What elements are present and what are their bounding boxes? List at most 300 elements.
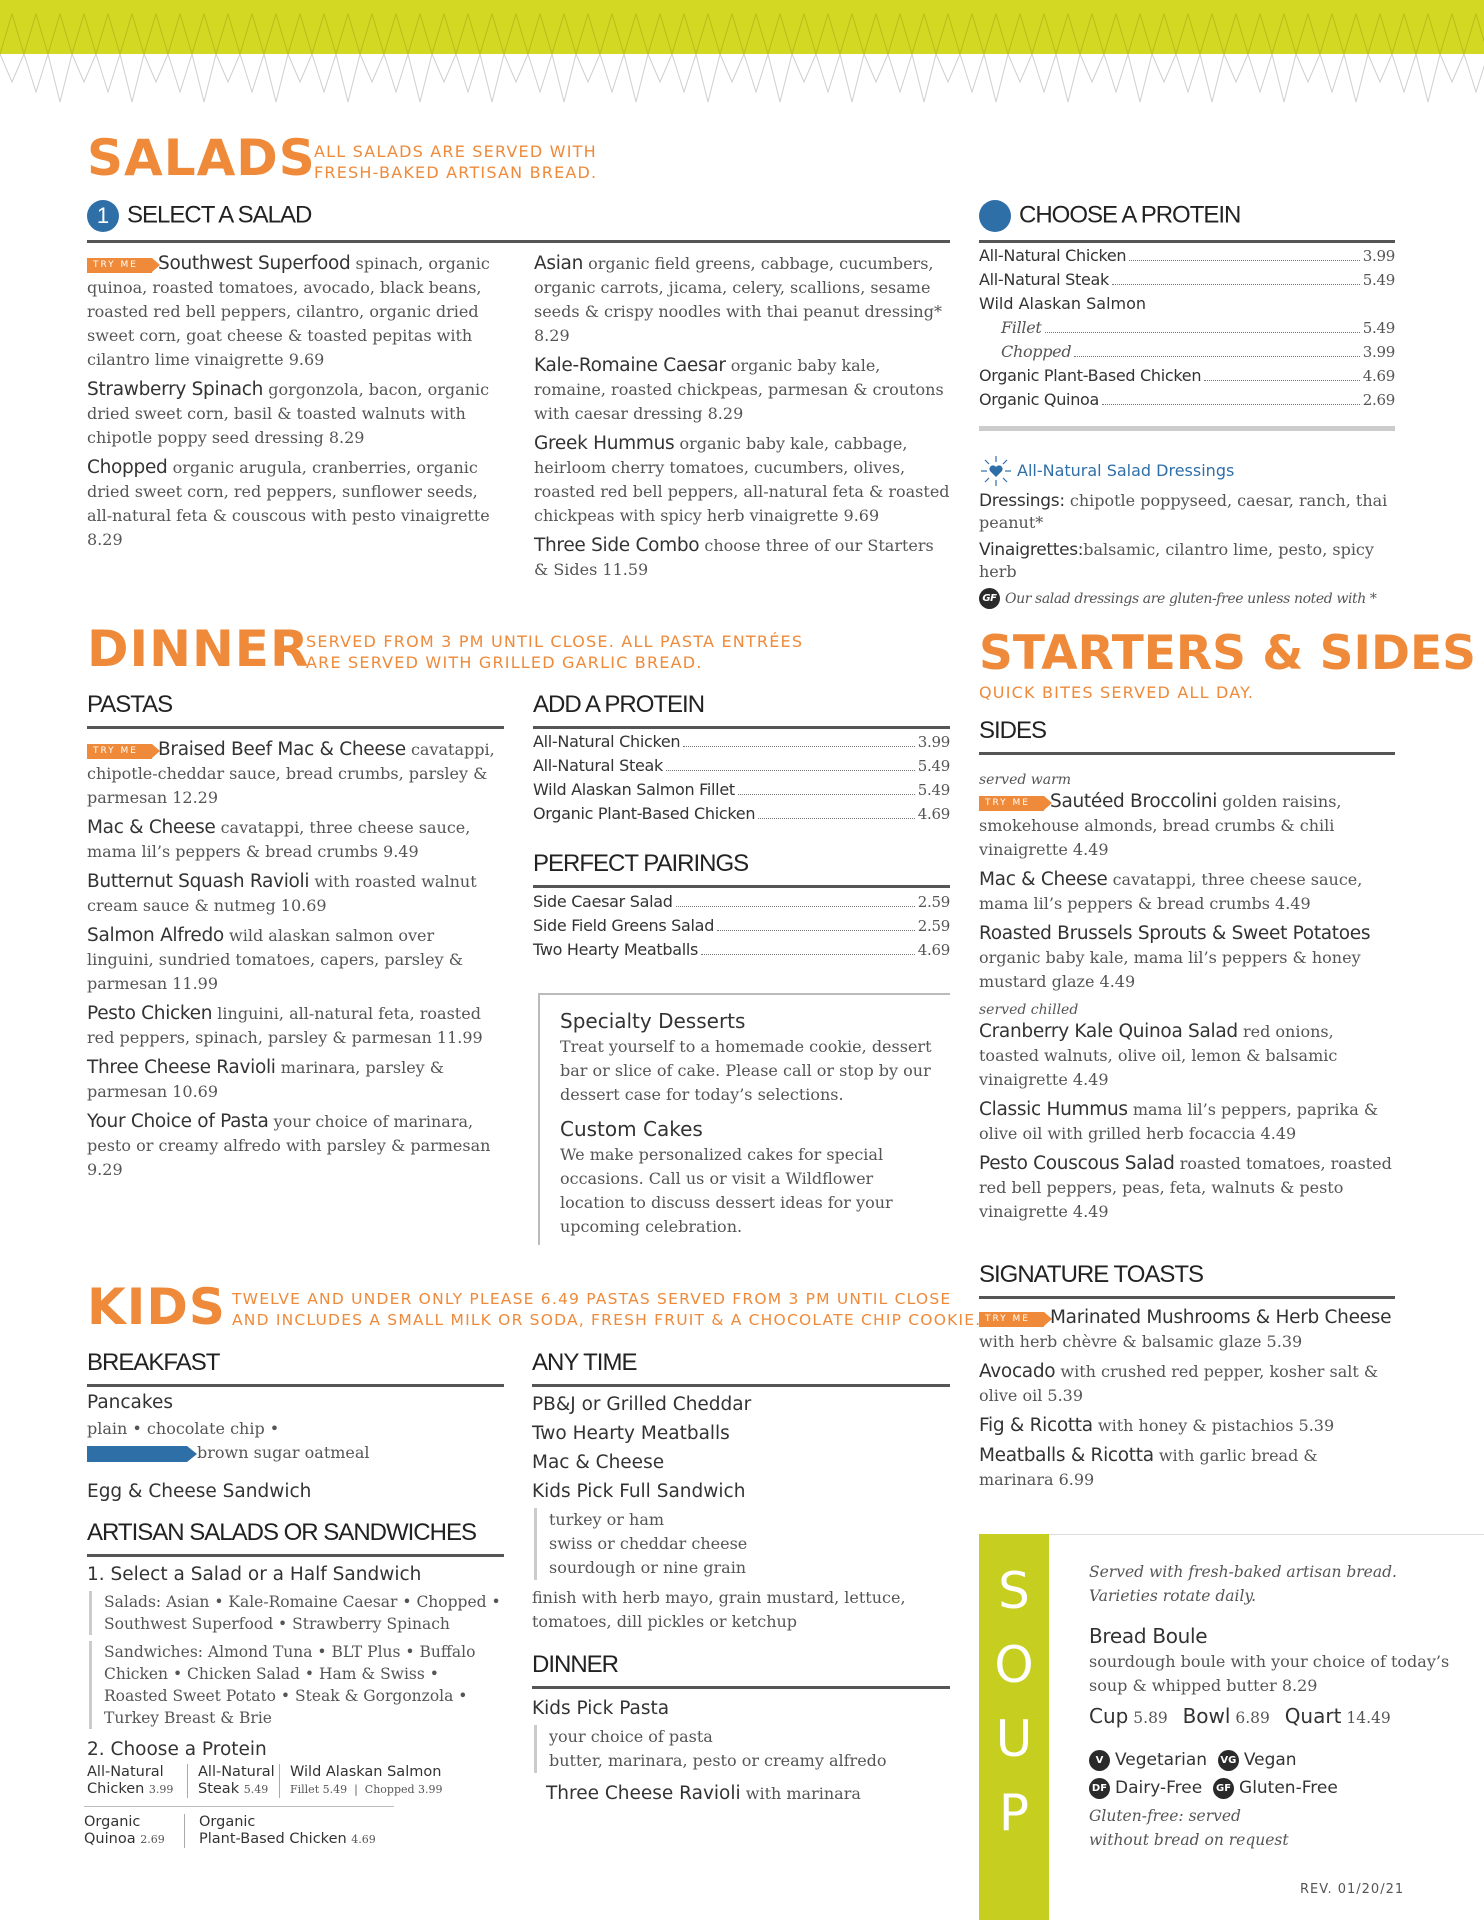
sandwich-options: [534, 1508, 950, 1580]
vegetarian-badge-icon: V: [1089, 1750, 1110, 1771]
protein-label: All-Natural: [198, 1764, 275, 1780]
pasta-item: [87, 870, 497, 918]
starters-title: STARTERS & SIDES: [979, 626, 1476, 681]
step-circle-icon: [979, 200, 1011, 232]
pasta-desc: marinara, parsley & parmesan 10.69: [87, 1058, 445, 1101]
sandwich-option: turkey or ham: [549, 1510, 665, 1529]
size-cup-price: 5.89: [1133, 1709, 1168, 1727]
gf-note-row: [979, 588, 1399, 609]
side-item: [979, 790, 1395, 862]
protein-label: All-Natural Steak: [533, 756, 663, 775]
pasta-item: [87, 816, 497, 864]
protein-label: Wild Alaskan Salmon: [290, 1764, 442, 1780]
artisan-step2: 2. Choose a Protein: [87, 1739, 267, 1760]
protein-label: Organic Plant-Based Chicken: [979, 366, 1202, 385]
protein-label: Plant-Based Chicken: [199, 1831, 347, 1847]
protein-label: Fillet: [1001, 318, 1042, 337]
dressings-text: chipotle poppyseed, caesar, ranch, thai peanut*: [979, 491, 1388, 532]
dinner-title: DINNER: [87, 620, 310, 678]
leader-dots: [701, 954, 915, 955]
protein-row: [533, 802, 950, 826]
size-quart: Quart: [1284, 1704, 1342, 1728]
diet-row: [1089, 1746, 1469, 1774]
anytime-heading: ANY TIME: [532, 1350, 950, 1387]
size-cup: Cup: [1089, 1704, 1129, 1728]
protein-row: [979, 268, 1395, 292]
starters-subtitle: QUICK BITES SERVED ALL DAY.: [979, 683, 1255, 702]
pasta-item: [87, 924, 497, 996]
pairing-row: [533, 914, 950, 938]
zigzag-line: [1464, 54, 1484, 92]
protein-price: 5.49: [917, 757, 950, 775]
dressings-line: [979, 490, 1399, 533]
artisan-block: [87, 1560, 504, 1764]
dinner-subtitle-line1: SERVED FROM 3 PM UNTIL CLOSE. ALL PASTA ENTRÉES: [306, 632, 804, 651]
zigzag-line: [1152, 54, 1176, 82]
pastas-list: [87, 738, 497, 1188]
vinaigrettes-text: balsamic, cilantro lime, pesto, spicy herb: [979, 540, 1374, 581]
salads-column-right: [534, 252, 952, 588]
zigzag-line: [960, 54, 984, 92]
toast-item: [979, 1444, 1395, 1492]
pasta-name: Your Choice of Pasta: [87, 1111, 269, 1132]
zigzag-line: [768, 54, 792, 102]
signature-toasts-heading: SIGNATURE TOASTS: [979, 1262, 1395, 1299]
side-name: Pesto Couscous Salad: [979, 1153, 1175, 1174]
protein-row: Wild Alaskan Salmon: [979, 294, 1147, 313]
salads-column-left: [87, 252, 497, 558]
zigzag-line: [528, 54, 552, 92]
pairing-price: 2.59: [917, 893, 950, 911]
zigzag-line: [816, 54, 840, 92]
zigzag-line: [912, 54, 936, 102]
leader-dots: [1102, 404, 1360, 405]
zigzag-line: [1344, 54, 1368, 102]
kids-subtitle-line1: TWELVE AND UNDER ONLY PLEASE 6.49 PASTAS SERVED FROM 3 PM UNTIL CLOSE: [232, 1290, 952, 1308]
toast-desc: with herb chèvre & balsamic glaze 5.39: [979, 1332, 1303, 1351]
soup-top-rule: [1049, 1534, 1484, 1535]
zigzag-line: [504, 54, 528, 82]
soup-note-line1: Served with fresh-baked artisan bread.: [1089, 1563, 1397, 1581]
anytime-item: Mac & Cheese: [532, 1452, 665, 1473]
protein-label: All-Natural: [87, 1764, 164, 1780]
leader-dots: [676, 906, 915, 907]
divider: [979, 426, 1395, 431]
leader-dots: [1129, 260, 1360, 261]
zigzag-line: [0, 54, 24, 82]
side-desc: cavatappi, three cheese sauce, mama lil’s peppers & bread crumbs 4.49: [979, 870, 1363, 913]
anytime-item: PB&J or Grilled Cheddar: [532, 1394, 752, 1415]
kids-protein-row2: [84, 1814, 504, 1848]
cakes-text: We make personalized cakes for special occasions. Call us or visit a Wildflower location to discuss dessert ideas for your upcoming celebration.: [560, 1145, 893, 1236]
side-item: [979, 868, 1395, 916]
bread-boule-desc: sourdough boule with your choice of today’s soup & whipped butter 8.29: [1089, 1652, 1450, 1695]
leader-dots: [717, 930, 915, 931]
served-chilled-label: served chilled: [979, 1002, 1079, 1018]
protein-price: 2.69: [140, 1833, 165, 1846]
zigzag-line: [600, 54, 624, 92]
zigzag-line: [1104, 54, 1128, 92]
zigzag-line: [720, 54, 744, 82]
salad-name: Southwest Superfood: [158, 253, 351, 274]
zigzag-line: [1056, 54, 1080, 102]
salad-desc: gorgonzola, bacon, organic dried sweet corn, basil & toasted walnuts with chipotle poppy seed dressing 8.29: [87, 380, 490, 447]
toast-desc: with garlic bread & marinara 6.99: [979, 1446, 1318, 1489]
soup-letter: S: [998, 1562, 1030, 1620]
side-name: Mac & Cheese: [979, 869, 1108, 890]
select-salad-label: SELECT A SALAD: [127, 201, 312, 229]
zigzag-line: [456, 54, 480, 92]
kids-dinner-list: [532, 1694, 950, 1808]
protein-label: Quinoa: [84, 1831, 136, 1847]
salads-subtitle-line2: FRESH-BAKED ARTISAN BREAD.: [314, 163, 598, 182]
protein-label: All-Natural Chicken: [979, 246, 1127, 265]
protein-row: [979, 364, 1395, 388]
protein-label: All-Natural Chicken: [533, 732, 681, 751]
protein-label: Organic Quinoa: [979, 390, 1100, 409]
zigzag-line: [1032, 54, 1056, 92]
leader-dots: [683, 746, 915, 747]
breakfast-heading: BREAKFAST: [87, 1350, 504, 1387]
pasta-option: butter, marinara, pesto or creamy alfredo: [549, 1751, 887, 1770]
gf-soup-note-line1: Gluten-free: served: [1089, 1807, 1241, 1825]
zigzag-line: [480, 54, 504, 102]
side-desc: red onions, toasted walnuts, olive oil, lemon & balsamic vinaigrette 4.49: [979, 1022, 1338, 1089]
kids-ravioli-desc: with marinara: [745, 1784, 861, 1803]
side-desc: golden raisins, smokehouse almonds, bread crumbs & chili vinaigrette 4.49: [979, 792, 1342, 859]
pasta-name: Mac & Cheese: [87, 817, 216, 838]
zigzag-line: [624, 54, 648, 102]
zigzag-line: [936, 54, 960, 82]
side-item: [979, 1152, 1395, 1224]
desserts-text: Treat yourself to a homemade cookie, dessert bar or slice of cake. Please call or stop by our dessert case for today’s selections.: [560, 1037, 932, 1104]
side-item: [979, 1020, 1395, 1092]
kids-title: KIDS: [87, 1278, 226, 1336]
pasta-name: Salmon Alfredo: [87, 925, 224, 946]
sandwich-finish: finish with herb mayo, grain mustard, lettuce, tomatoes, dill pickles or ketchup: [532, 1588, 906, 1631]
artisan-step1: 1. Select a Salad or a Half Sandwich: [87, 1564, 422, 1585]
toast-item: [979, 1360, 1395, 1408]
salad-name: Asian: [534, 253, 583, 274]
dinner-subtitle-line2: ARE SERVED WITH GRILLED GARLIC BREAD.: [306, 653, 703, 672]
pasta-name: Three Cheese Ravioli: [87, 1057, 276, 1078]
protein-price: 2.69: [1362, 391, 1395, 409]
protein-price: 3.99: [1362, 247, 1395, 265]
dairy-free-label: Dairy-Free: [1115, 1778, 1203, 1798]
side-item: [979, 1098, 1395, 1146]
leader-dots: [738, 794, 915, 795]
protein-label: Chicken: [87, 1781, 145, 1797]
zigzag-line: [1176, 54, 1200, 92]
choose-protein-heading: [979, 200, 1395, 243]
zigzag-line: [336, 54, 360, 102]
choose-protein-label: CHOOSE A PROTEIN: [1019, 201, 1241, 229]
zigzag-line: [240, 54, 264, 92]
pasta-desc: linguini, all-natural feta, roasted red peppers, spinach, parsley & parmesan 11.99: [87, 1004, 483, 1047]
pairing-price: 4.69: [917, 941, 950, 959]
salads-subtitle: [314, 141, 597, 183]
protein-price: 3.99: [1362, 343, 1395, 361]
protein-price: 5.49: [1362, 319, 1395, 337]
protein-label: Organic: [84, 1814, 141, 1830]
protein-price: 3.99: [917, 733, 950, 751]
dinner-subtitle: [306, 631, 803, 673]
zigzag-line: [168, 54, 192, 92]
zigzag-line: [552, 54, 576, 102]
pasta-item: [87, 1056, 497, 1104]
dinner-protein-list: [533, 730, 950, 826]
side-desc: roasted tomatoes, roasted red bell peppers, peas, feta, walnuts & pesto vinaigrette 4.49: [979, 1154, 1392, 1221]
vegetarian-label: Vegetarian: [1115, 1750, 1208, 1770]
zigzag-line: [48, 54, 72, 102]
zigzag-line: [696, 54, 720, 102]
kids-subtitle-line2: AND INCLUDES A SMALL MILK OR SODA, FRESH FRUIT & A CHOCOLATE CHIP COOKIE.: [232, 1311, 982, 1329]
zigzag-line: [120, 54, 144, 102]
soup-note-line2: Varieties rotate daily.: [1089, 1587, 1257, 1605]
served-warm-label: served warm: [979, 772, 1072, 788]
revision-date: REV. 01/20/21: [1300, 1882, 1405, 1897]
kids-protein-salmon: [279, 1764, 443, 1798]
size-bowl: Bowl: [1182, 1704, 1231, 1728]
zigzag-line: [72, 54, 96, 82]
zigzag-line: [1128, 54, 1152, 102]
protein-label: Chopped: [1001, 342, 1072, 361]
sides-heading: SIDES: [979, 718, 1395, 755]
protein-price: 4.69: [1362, 367, 1395, 385]
pasta-item: [87, 738, 497, 810]
try-me-badge: TRY ME: [87, 258, 152, 273]
salad-desc: spinach, organic quinoa, roasted tomatoes, avocado, black beans, roasted red bell peppers, cilantro, organic dried sweet corn, goat cheese & toasted pepitas with cilantro lime vinaigrette 9.69: [87, 254, 490, 369]
kids-subtitle: [232, 1289, 981, 1331]
gluten-free-label: Gluten-Free: [1239, 1778, 1338, 1798]
salad-desc: organic field greens, cabbage, cucumbers, organic carrots, jicama, celery, scallions, sesame seeds & crispy noodles with thai peanut dressing* 8.29: [534, 254, 942, 345]
leader-dots: [666, 770, 915, 771]
protein-row: [533, 778, 950, 802]
side-name: Sautéed Broccolini: [1050, 791, 1218, 812]
protein-label: Steak: [198, 1781, 240, 1797]
dressings-title: All-Natural Salad Dressings: [1017, 461, 1235, 480]
salad-protein-list: [979, 244, 1395, 431]
bread-boule-item: [1089, 1622, 1469, 1698]
diet-row: [1089, 1774, 1469, 1802]
protein-price: 5.49: [243, 1783, 269, 1796]
zigzag-line: [576, 54, 600, 82]
sandwich-option: sourdough or nine grain: [549, 1558, 747, 1577]
gf-soup-note-line2: without bread on request: [1089, 1831, 1289, 1849]
vinaigrettes-line: [979, 539, 1399, 582]
sandwich-option: swiss or cheddar cheese: [549, 1534, 748, 1553]
salad-desc: organic baby kale, romaine, roasted chickpeas, parmesan & croutons with caesar dressing 8.29: [534, 356, 944, 423]
zigzag-line: [144, 54, 168, 82]
kids-dinner-heading: DINNER: [532, 1652, 950, 1689]
pasta-name: Butternut Squash Ravioli: [87, 871, 310, 892]
kids-protein-chicken: [87, 1764, 187, 1798]
add-protein-heading: ADD A PROTEIN: [533, 692, 950, 729]
protein-price: 5.49: [1362, 271, 1395, 289]
vinaigrettes-label: Vinaigrettes:: [979, 540, 1084, 560]
leader-dots: [1112, 284, 1360, 285]
kids-pasta-options: [534, 1725, 950, 1773]
side-name: Cranberry Kale Quinoa Salad: [979, 1021, 1238, 1042]
select-salad-heading: [87, 200, 950, 243]
kids-protein-divider: [84, 1806, 394, 1807]
pairing-price: 2.59: [917, 917, 950, 935]
pasta-desc: your choice of marinara, pesto or creamy alfredo with parsley & parmesan 9.29: [87, 1112, 491, 1179]
zigzag-line: [192, 54, 216, 102]
anytime-item: Two Hearty Meatballs: [532, 1423, 730, 1444]
protein-price: 4.69: [917, 805, 950, 823]
soup-vertical-band: [979, 1534, 1049, 1920]
protein-row: [533, 754, 950, 778]
pasta-item: [87, 1002, 497, 1050]
zigzag-line: [1440, 54, 1464, 82]
zigzag-line: [312, 54, 336, 92]
heart-burst-icon: [979, 454, 1013, 488]
salad-name: Three Side Combo: [534, 535, 700, 556]
gf-soup-note: [1089, 1804, 1469, 1852]
salads-subtitle-line1: ALL SALADS ARE SERVED WITH: [314, 142, 597, 161]
egg-sandwich-item: Egg & Cheese Sandwich: [87, 1481, 312, 1502]
salad-name: Kale-Romaine Caesar: [534, 355, 726, 376]
salad-item: [534, 354, 952, 426]
kids-ravioli-item: [532, 1779, 950, 1808]
vegan-badge-icon: VG: [1218, 1750, 1239, 1771]
toast-name: Meatballs & Ricotta: [979, 1445, 1154, 1466]
pasta-desc: with roasted walnut cream sauce & nutmeg 10.69: [87, 872, 477, 915]
zigzag-line: [1248, 54, 1272, 92]
pairings-list: [533, 890, 950, 962]
pasta-option: your choice of pasta: [549, 1727, 713, 1746]
protein-row: [979, 244, 1395, 268]
salad-item: [534, 534, 952, 582]
pairing-row: [533, 890, 950, 914]
pasta-name: Braised Beef Mac & Cheese: [158, 739, 406, 760]
salad-item: [87, 252, 497, 372]
size-bowl-price: 6.89: [1235, 1709, 1270, 1727]
zigzag-line: [216, 54, 240, 82]
salad-item: [534, 432, 952, 528]
leader-dots: [1204, 380, 1360, 381]
zigzag-line: [1200, 54, 1224, 102]
soup-letter: U: [995, 1710, 1033, 1768]
kids-protein-steak: [187, 1764, 279, 1798]
zigzag-line: [1224, 54, 1248, 82]
salad-item: [87, 456, 497, 552]
desserts-title: Specialty Desserts: [560, 1009, 746, 1033]
soup-sizes: [1089, 1704, 1469, 1728]
size-quart-price: 14.49: [1346, 1709, 1391, 1727]
salad-desc: organic baby kale, cabbage, heirloom cherry tomatoes, cucumbers, olives, roasted red bell peppers, all-natural feta & roasted chickpeas with spicy herb vinaigrette 9.69: [534, 434, 950, 525]
step-number-badge: 1: [87, 200, 119, 232]
gluten-free-badge-icon: GF: [1213, 1778, 1234, 1799]
zigzag-line: [384, 54, 408, 92]
toast-name: Avocado: [979, 1361, 1056, 1382]
side-desc: mama lil’s peppers, paprika & olive oil with grilled herb focaccia 4.49: [979, 1100, 1379, 1143]
kids-sandwich-options: Sandwiches: Almond Tuna • BLT Plus • Buffalo Chicken • Chicken Salad • Ham & Swiss • Roasted Sweet Potato • Steak & Gorgonzola • Turkey Breast & Brie: [89, 1641, 504, 1729]
salad-name: Greek Hummus: [534, 433, 675, 454]
breakfast-list: [87, 1388, 504, 1506]
zigzag-line: [1272, 54, 1296, 102]
zigzag-line: [1368, 54, 1392, 82]
decorative-top-band: [0, 0, 1484, 110]
toast-desc: with honey & pistachios 5.39: [1097, 1416, 1335, 1435]
zigzag-line: [744, 54, 768, 92]
zigzag-line: [408, 54, 432, 102]
vegan-label: Vegan: [1243, 1750, 1297, 1770]
artisan-heading: ARTISAN SALADS OR SANDWICHES: [87, 1520, 504, 1557]
pasta-desc: cavatappi, chipotle-cheddar sauce, bread crumbs, parsley & parmesan 12.29: [87, 740, 495, 807]
soup-letter: P: [998, 1784, 1030, 1842]
zigzag-line: [1416, 54, 1440, 102]
pasta-desc: wild alaskan salmon over linguini, sundried tomatoes, capers, parsley & parmesan 11.99: [87, 926, 463, 993]
zigzag-line: [1296, 54, 1320, 82]
pairing-row: [533, 938, 950, 962]
pairing-label: Two Hearty Meatballs: [533, 940, 699, 959]
new-arrow-icon: [87, 1446, 187, 1462]
zigzag-line: [1320, 54, 1344, 92]
toast-name: Fig & Ricotta: [979, 1415, 1093, 1436]
protein-price: 4.69: [351, 1833, 376, 1846]
anytime-list: [532, 1390, 950, 1634]
pairing-label: Side Field Greens Salad: [533, 916, 715, 935]
zigzag-line: [96, 54, 120, 92]
side-desc: organic baby kale, mama lil’s peppers & honey mustard glaze 4.49: [979, 948, 1361, 991]
salad-item: [534, 252, 952, 348]
try-me-badge: TRY ME: [979, 1312, 1044, 1327]
toasts-list: [979, 1306, 1395, 1498]
soup-content: [1089, 1560, 1469, 1852]
anytime-item: Kids Pick Full Sandwich: [532, 1481, 746, 1502]
zigzag-line: [1392, 54, 1416, 92]
protein-price: 3.99: [148, 1783, 174, 1796]
salad-desc: choose three of our Starters & Sides 11.59: [534, 536, 934, 579]
gf-note: Our salad dressings are gluten-free unless noted with *: [1005, 591, 1377, 607]
toast-item: [979, 1414, 1395, 1438]
side-name: Classic Hummus: [979, 1099, 1128, 1120]
pasta-name: Pesto Chicken: [87, 1003, 213, 1024]
zigzag-line: [264, 54, 288, 102]
kids-protein-row1: [87, 1764, 507, 1798]
zigzag-line: [1008, 54, 1032, 82]
toast-desc: with crushed red pepper, kosher salt & olive oil 5.39: [979, 1362, 1379, 1405]
protein-row: [533, 730, 950, 754]
bread-boule-name: Bread Boule: [1089, 1624, 1208, 1648]
side-name: Roasted Brussels Sprouts & Sweet Potatoes: [979, 923, 1371, 944]
try-me-badge: TRY ME: [979, 796, 1044, 811]
zigzag-line: [432, 54, 456, 82]
pancakes-item: Pancakes: [87, 1392, 173, 1413]
desserts-box: [538, 993, 950, 1245]
gluten-free-badge-icon: GF: [979, 588, 1000, 609]
zigzag-line: [24, 54, 48, 92]
leader-dots: [1045, 332, 1360, 333]
kids-ravioli-name: Three Cheese Ravioli: [546, 1783, 741, 1804]
soup-letters: [979, 1534, 1049, 1850]
salad-item: [87, 378, 497, 450]
pasta-desc: cavatappi, three cheese sauce, mama lil’s peppers & bread crumbs 9.49: [87, 818, 471, 861]
zigzag-line: [360, 54, 384, 82]
kids-salads-options: Salads: Asian • Kale-Romaine Caesar • Chopped • Southwest Superfood • Strawberry Spinach: [89, 1591, 504, 1635]
toast-name: Marinated Mushrooms & Herb Cheese: [1050, 1307, 1392, 1328]
protein-price: Fillet 5.49 | Chopped 3.99: [290, 1783, 443, 1796]
zigzag-line: [672, 54, 696, 92]
pancakes-options: plain • chocolate chip •: [87, 1419, 280, 1438]
dairy-free-badge-icon: DF: [1089, 1778, 1110, 1799]
zigzag-line: [288, 54, 312, 82]
zigzag-line: [864, 54, 888, 82]
protein-row: [979, 388, 1395, 412]
soup-note: [1089, 1560, 1469, 1608]
